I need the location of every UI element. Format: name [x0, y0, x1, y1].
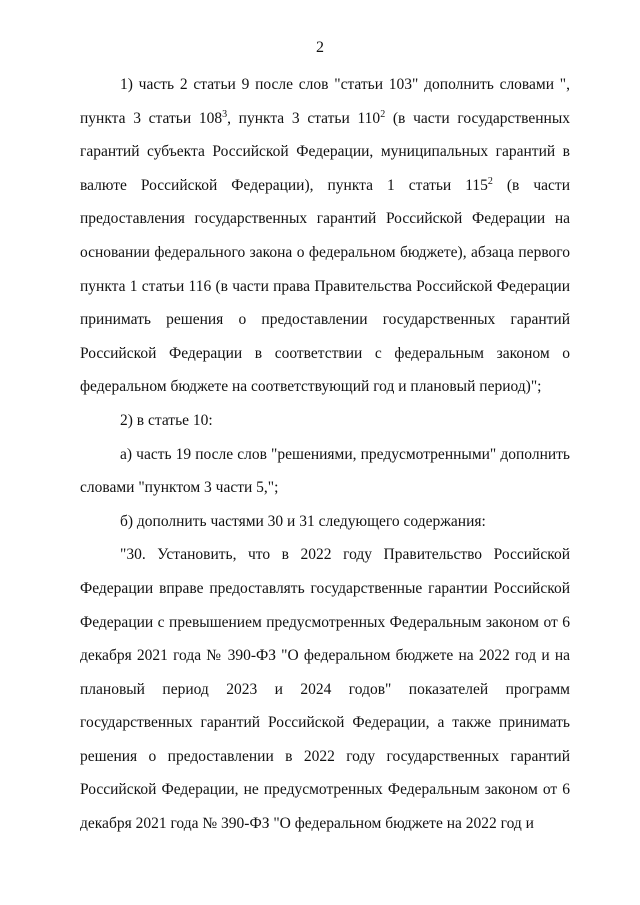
superscript: 2	[487, 175, 493, 187]
paragraph-subitem-b: б) дополнить частями 30 и 31 следующего содержания:	[120, 512, 486, 530]
paragraph-text: (в части предоставления государственных гарантий Российской Федерации на основании федерального закона о федеральном бюджете), абзаца первого пункта 1 статьи 116 (в части права Правительства Российской Федерации принимать решения о предоставлении государственных гарантий Российской Федерации в соответствии с федеральным законом о федеральном бюджете на соответствующий год и плановый период)";	[80, 176, 570, 396]
paragraph-text: (в части государственных гарантий субъекта Российской Федерации, муниципальных гарантий в валюте Российской Федерации), пункта 1 статьи 115	[80, 109, 570, 194]
page-number: 2	[316, 39, 324, 56]
document-body	[80, 68, 570, 841]
paragraph-text: 1) часть 2 статьи 9 после слов "статьи 103" дополнить словами ", пункта 3 статьи 108	[80, 76, 570, 127]
superscript: 3	[222, 108, 228, 120]
paragraph-amendment-1	[80, 68, 570, 404]
paragraph-part-30: "30. Установить, что в 2022 году Правительство Российской Федерации вправе предоставлять государственные гарантии Российской Федерации с превышением предусмотренных Федеральным законом от 6 декабря 2021 года № 390-ФЗ "О федеральном бюджете на 2022 год и на плановый период 2023 и 2024 годов" показателей программ государственных гарантий Российской Федерации, а также принимать решения о предоставлении в 2022 году государственных гарантий Российской Федерации, не предусмотренных Федеральным законом от 6 декабря 2021 года № 390-ФЗ "О федеральном бюджете на 2022 год и	[80, 546, 570, 833]
paragraph-subitem-a: а) часть 19 после слов "решениями, предусмотренными" дополнить словами "пунктом 3 части 5,";	[80, 445, 570, 497]
superscript: 2	[380, 108, 386, 120]
paragraph-amendment-2: 2) в статье 10:	[120, 411, 213, 429]
paragraph-text: , пункта 3 статьи 110	[227, 109, 381, 127]
